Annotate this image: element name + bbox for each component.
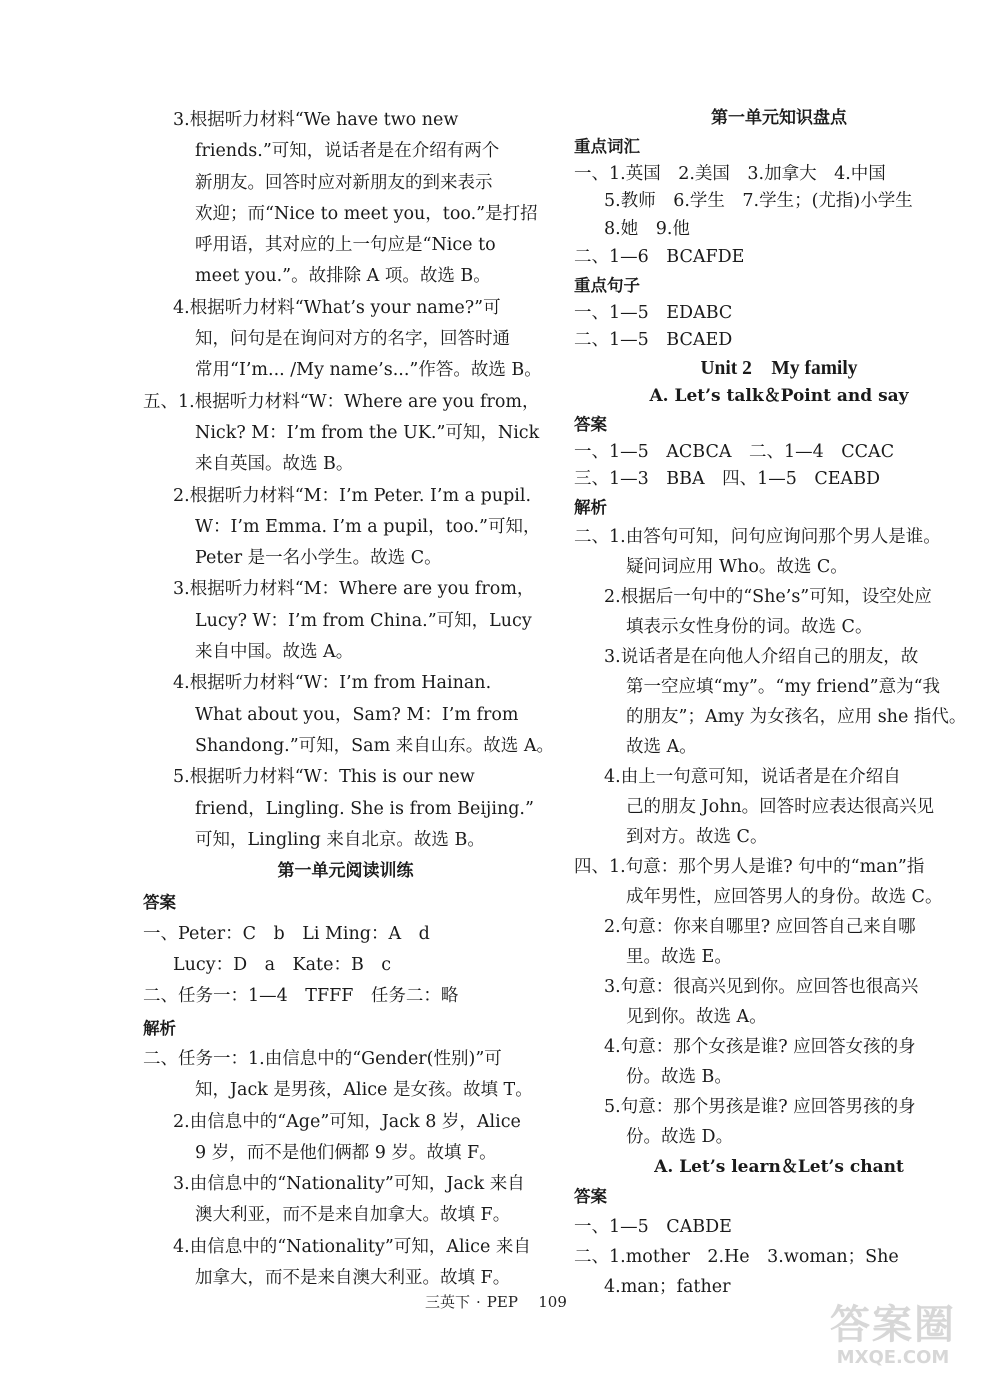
left-text-line: 欢迎；而“Nice to meet you，too.”是打招 bbox=[195, 203, 538, 224]
left-text-line: 一、Peter：C b Li Ming：A d bbox=[143, 923, 430, 944]
left-text-line: Shandong.”可知，Sam 来自山东。故选 A。 bbox=[195, 735, 554, 756]
left-text-line: 二、任务一：1—4 TFFF 任务二：略 bbox=[143, 986, 459, 1007]
watermark-logo-text: 答案圈 bbox=[830, 1302, 956, 1348]
left-text-line: 4.由信息中的“Nationality”可知，Alice 来自 bbox=[173, 1236, 531, 1257]
left-text-line: 来自英国。故选 B。 bbox=[195, 454, 354, 475]
watermark-url: MXQE.COM bbox=[836, 1347, 950, 1368]
right-text-line: 三、1—3 BBA 四、1—5 CEABD bbox=[574, 469, 881, 490]
left-text-line: 可知，Lingling 来自北京。故选 B。 bbox=[195, 829, 485, 850]
right-text-line: 的朋友”；Amy 为女孩名，应用 she 指代。 bbox=[626, 706, 967, 727]
right-text-line: 重点句子 bbox=[574, 275, 640, 295]
right-text-line: Unit 2 My family bbox=[700, 358, 858, 380]
right-text-line: 5.句意：那个男孩是谁? 应回答男孩的身 bbox=[604, 1096, 916, 1117]
left-text-line: 3.根据听力材料“M：Where are you from， bbox=[173, 579, 535, 600]
right-text-line: 二、1.mother 2.He 3.woman；She bbox=[574, 1246, 899, 1267]
page-number: 109 bbox=[538, 1293, 567, 1311]
left-text-line: 3.由信息中的“Nationality”可知，Jack 来自 bbox=[173, 1174, 525, 1195]
right-text-line: A. Let’s talk＆Point and say bbox=[649, 385, 909, 406]
right-text-line: 二、1—5 BCAED bbox=[574, 330, 733, 351]
left-text-line: 知，Jack 是男孩，Alice 是女孩。故填 T。 bbox=[195, 1080, 533, 1101]
left-text-line: 二、任务一：1.由信息中的“Gender(性别)”可 bbox=[143, 1048, 502, 1069]
page-footer bbox=[425, 1291, 615, 1312]
right-text-line: 己的朋友 John。回答时应表达很高兴见 bbox=[626, 796, 935, 817]
right-text-line: 一、1.英国 2.美国 3.加拿大 4.中国 bbox=[574, 163, 886, 184]
right-text-line: 填表示女性身份的词。故选 C。 bbox=[626, 616, 873, 637]
watermark-logo bbox=[798, 1303, 988, 1373]
left-text-line: Nick? M：I’m from the UK.”可知，Nick bbox=[195, 422, 540, 443]
left-text-line: Lucy? W：I’m from China.”可知，Lucy bbox=[195, 610, 532, 631]
left-text-line: 5.根据听力材料“W：This is our new bbox=[173, 767, 475, 788]
right-text-line: 4.由上一句意可知，说话者是在介绍自 bbox=[604, 766, 901, 787]
right-text-line: 8.她 9.他 bbox=[604, 219, 690, 240]
right-text-line: 二、1.由答句可知，问句应询问那个男人是谁。 bbox=[574, 526, 941, 547]
right-text-line: A. Let’s learn＆Let’s chant bbox=[654, 1156, 904, 1177]
right-text-line: 答案 bbox=[574, 1186, 607, 1206]
footer-grade: 三英下 bbox=[425, 1293, 471, 1311]
left-text-line: 来自中国。故选 A。 bbox=[195, 642, 354, 663]
left-text-line: 2.根据听力材料“M：I’m Peter. I’m a pupil. bbox=[173, 485, 532, 506]
right-text-line: 4.句意：那个女孩是谁? 应回答女孩的身 bbox=[604, 1036, 916, 1057]
right-text-line: 一、1—5 EDABC bbox=[574, 302, 733, 323]
right-text-line: 故选 A。 bbox=[626, 736, 697, 757]
right-column bbox=[574, 105, 984, 1302]
left-text-line: What about you，Sam? M：I’m from bbox=[195, 704, 519, 725]
right-text-line: 3.句意：很高兴见到你。应回答也很高兴 bbox=[604, 976, 919, 997]
left-text-line: Lucy：D a Kate：B c bbox=[173, 955, 392, 976]
left-text-line: 知，问句是在询问对方的名字，回答时通 bbox=[195, 329, 510, 350]
left-text-line: 新朋友。回答时应对新朋友的到来表示 bbox=[195, 172, 493, 193]
right-text-line: 二、1—6 BCAFDE bbox=[574, 246, 745, 267]
left-text-line: friends.”可知，说话者是在介绍有两个 bbox=[195, 141, 500, 162]
left-text-line: 澳大利亚，而不是来自加拿大。故填 F。 bbox=[195, 1205, 511, 1226]
right-text-line: 5.教师 6.学生 7.学生；(尤指)小学生 bbox=[604, 191, 913, 212]
left-text-line: W：I’m Emma. I’m a pupil，too.”可知， bbox=[195, 516, 541, 537]
right-text-line: 第一单元知识盘点 bbox=[711, 108, 847, 128]
left-column bbox=[143, 105, 554, 1294]
right-text-line: 成年男性，应回答男人的身份。故选 C。 bbox=[626, 886, 943, 907]
left-text-line: 2.由信息中的“Age”可知，Jack 8 岁，Alice bbox=[173, 1111, 521, 1132]
right-text-line: 2.根据后一句中的“She’s”可知，设空处应 bbox=[604, 586, 932, 607]
left-text-line: 4.根据听力材料“W：I’m from Hainan. bbox=[173, 673, 492, 694]
right-text-line: 一、1—5 ACBCA 二、1—4 CCAC bbox=[574, 441, 895, 462]
right-text-line: 一、1—5 CABDE bbox=[574, 1216, 732, 1237]
right-text-line: 四、1.句意：那个男人是谁? 句中的“man”指 bbox=[574, 856, 925, 877]
right-text-line: 第一空应填“my”。“my friend”意为“我 bbox=[626, 676, 941, 697]
right-text-line: 答案 bbox=[574, 414, 607, 434]
footer-edition: PEP bbox=[486, 1293, 518, 1311]
right-text-line: 2.句意：你来自哪里? 应回答自己来自哪 bbox=[604, 916, 916, 937]
right-text-line: 重点词汇 bbox=[574, 136, 640, 156]
left-text-line: 9 岁，而不是他们俩都 9 岁。故填 F。 bbox=[195, 1142, 497, 1163]
right-text-line: 份。故选 B。 bbox=[626, 1066, 732, 1087]
right-text-line: 份。故选 D。 bbox=[626, 1126, 734, 1147]
left-text-line: 3.根据听力材料“We have two new bbox=[173, 110, 459, 130]
right-text-line: 疑问词应用 Who。故选 C。 bbox=[626, 556, 848, 577]
left-text-line: friend，Lingling. She is from Beijing.” bbox=[195, 798, 534, 819]
right-text-line: 解析 bbox=[574, 498, 607, 518]
left-text-line: 五、1.根据听力材料“W：Where are you from， bbox=[143, 391, 540, 412]
left-text-line: 呼用语，其对应的上一句应是“Nice to bbox=[195, 235, 496, 256]
left-text-line: Peter 是一名小学生。故选 C。 bbox=[195, 548, 442, 569]
left-text-line: meet you.”。故排除 A 项。故选 B。 bbox=[195, 266, 491, 287]
left-text-line: 解析 bbox=[143, 1018, 176, 1038]
left-text-line: 加拿大，而不是来自澳大利亚。故填 F。 bbox=[195, 1267, 511, 1288]
left-text-line: 4.根据听力材料“What’s your name?”可 bbox=[173, 297, 501, 318]
left-text-line: 第一单元阅读训练 bbox=[277, 861, 414, 882]
left-text-line: 常用“I’m... /My name’s...”作答。故选 B。 bbox=[195, 360, 542, 381]
right-text-line: 见到你。故选 A。 bbox=[626, 1006, 767, 1027]
right-text-line: 4.man；father bbox=[604, 1276, 731, 1297]
right-text-line: 里。故选 E。 bbox=[626, 946, 732, 967]
left-text-line: 答案 bbox=[143, 893, 176, 913]
right-text-line: 3.说话者是在向他人介绍自己的朋友，故 bbox=[604, 646, 919, 667]
right-text-line: 到对方。故选 C。 bbox=[626, 826, 768, 847]
footer-dot: · bbox=[476, 1293, 481, 1311]
